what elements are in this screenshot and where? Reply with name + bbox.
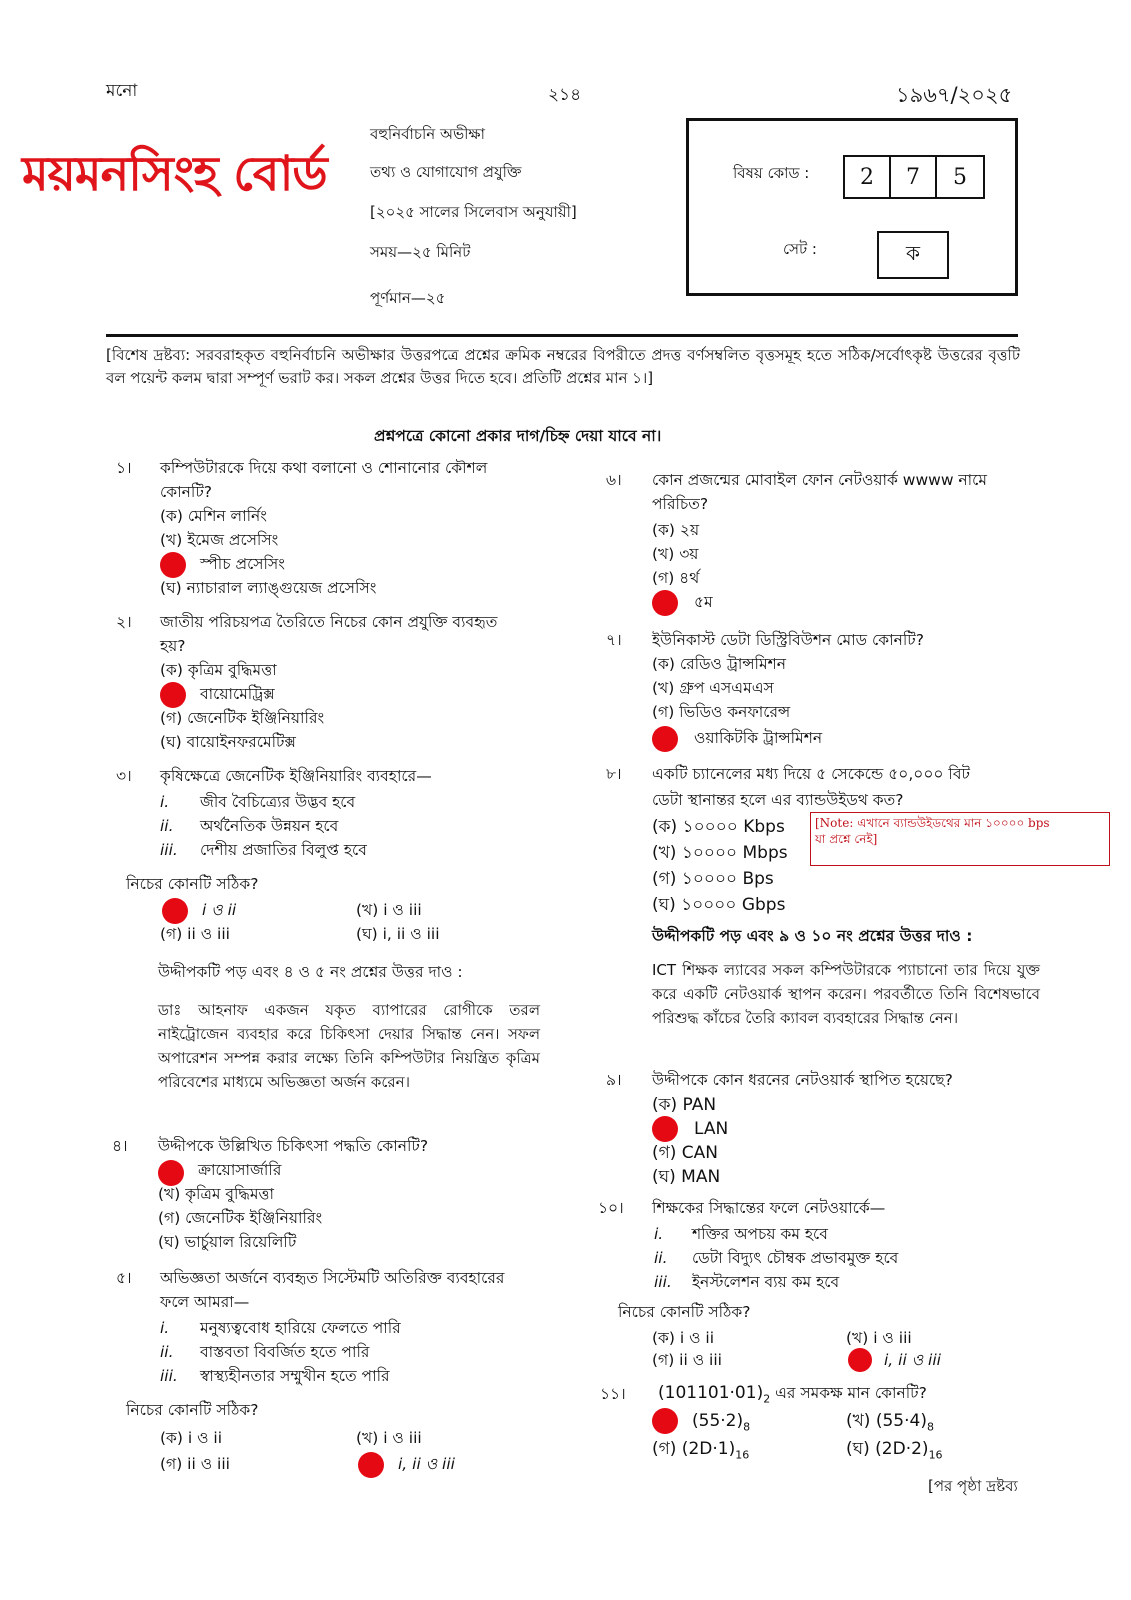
q10-statement-iii-label: iii. [654,1273,672,1291]
q11-option-d-value: (ঘ) (2D·2) [846,1439,929,1459]
next-page-note: [পর পৃষ্ঠা দ্রষ্টব্য [928,1477,1018,1495]
subject-code-digit: 7 [891,157,937,197]
q11-option-c [652,1440,749,1461]
answer-dot [358,1452,384,1478]
q7-number: ৭। [606,631,622,649]
q11-binary-value: (101101·01) [658,1383,764,1403]
stem2-body: ICT শিক্ষক ল্যাবের সকল কম্পিউটারকে প্যাচানো তার দিয়ে যুক্ত করে একটি নেটওয়ার্ক স্থাপন করেন। পরবর্তীতে তিনি বিশেষভাবে পরিশুদ্ধ কাঁচের তৈরি ক্যাবল ব্যবহারের সিদ্ধান্ত নেন। [652,961,1040,1027]
header-divider [106,334,1018,337]
q1-option-a: (ক) মেশিন লার্নিং [160,507,267,525]
q6-option-b: (খ) ৩য় [652,545,699,563]
q10-statement-ii-label: ii. [654,1249,668,1267]
q11-option-a-value: (55·2) [692,1411,744,1431]
q8-note-line1: [Note: এখানে ব্যান্ডউইডথের মান ১০০০০ bps [815,816,1050,830]
q4-number: ৪। [112,1137,128,1155]
q10-option-d: i, ii ও iii [884,1351,941,1369]
board-title: ময়মনসিংহ বোর্ড [22,146,327,202]
q5-option-c: (গ) ii ও iii [160,1455,230,1473]
q9-text: উদ্দীপকে কোন ধরনের নেটওয়ার্ক স্থাপিত হয়েছে? [652,1071,953,1089]
q3-option-c: (গ) ii ও iii [160,925,230,943]
q5-number: ৫। [116,1269,132,1287]
q3-number: ৩। [116,767,132,785]
q11-option-b-base: 8 [926,1420,934,1434]
q11-number: ১১। [600,1385,626,1403]
q6-text: কোন প্রজন্মের মোবাইল ফোন নেটওয়ার্ক wwww নামে [652,471,988,489]
q2-text-cont: হয়? [160,637,186,655]
q9-option-b: LAN [694,1119,729,1139]
q3-statement-iii-label: iii. [160,841,178,859]
q11-option-c-value: (গ) (2D·1) [652,1439,736,1459]
q4-option-a: ক্রায়োসার্জারি [198,1161,282,1179]
q5-statement-ii-label: ii. [160,1343,174,1361]
q7-text: ইউনিকাস্ট ডেটা ডিস্ট্রিবিউশন মোড কোনটি? [652,631,924,649]
q5-option-b: (খ) i ও iii [356,1429,422,1447]
answer-dot [162,898,188,924]
q5-ask: নিচের কোনটি সঠিক? [126,1401,259,1419]
set-box [877,231,949,279]
q9-number: ৯। [606,1071,622,1089]
q3-text: কৃষিক্ষেত্রে জেনেটিক ইঞ্জিনিয়ারিং ব্যবহারে— [160,767,432,785]
stem2-lead: উদ্দীপকটি পড় এবং ৯ ও ১০ নং প্রশ্নের উত্তর দাও : [652,927,973,945]
q5-statement-iii: স্বাস্থ্যহীনতার সম্মুখীন হতে পারি [200,1367,390,1385]
q11-option-a-base: 8 [743,1420,751,1434]
q11-option-d [846,1440,943,1461]
q6-number: ৬। [606,471,622,489]
q4-text: উদ্দীপকে উল্লিখিত চিকিৎসা পদ্ধতি কোনটি? [158,1137,429,1155]
answer-dot [158,1160,184,1186]
q4-option-b: (খ) কৃত্রিম বুদ্ধিমত্তা [158,1185,275,1203]
q8-option-a: (ক) ১০০০০ Kbps [652,817,785,837]
answer-dot [652,1116,678,1142]
q6-option-c: (গ) ৪র্থ [652,569,700,587]
q3-statement-i-label: i. [160,793,170,811]
q10-option-c: (গ) ii ও iii [652,1351,722,1369]
subject-code-digit: 2 [845,157,891,197]
q7-option-b: (খ) গ্রুপ এসএমএস [652,679,774,697]
q3-statement-i: জীব বৈচিত্র্যের উদ্ভব হবে [200,793,356,811]
q7-option-d: ওয়াকিটকি ট্রান্সমিশন [694,729,823,747]
q8-option-b: (খ) ১০০০০ Mbps [652,843,788,863]
answer-dot [652,726,678,752]
subject-info-box [686,118,1018,296]
q5-statement-i: মনুষ্যত্ববোধ হারিয়ে ফেলতে পারি [200,1319,401,1337]
exam-type: বহুনির্বাচনি অভীক্ষা [370,125,485,143]
q10-statement-iii: ইনস্টলেশন ব্যয় কম হবে [692,1273,840,1291]
q6-option-d: ৫ম [694,593,713,611]
subject-code-box [843,155,985,199]
q1-option-d: (ঘ) ন্যাচারাল ল্যাঙ্গুয়েজ প্রসেসিং [160,579,377,597]
answer-dot [652,590,678,616]
q5-text-cont: ফলে আমরা— [160,1293,250,1311]
q1-text-cont: কোনটি? [160,483,212,501]
q6-option-a: (ক) ২য় [652,521,700,539]
q10-option-b: (খ) i ও iii [846,1329,912,1347]
q5-statement-i-label: i. [160,1319,170,1337]
q5-option-a: (ক) i ও ii [160,1429,223,1447]
q3-statement-ii: অর্থনৈতিক উন্নয়ন হবে [200,817,339,835]
stem1-lead: উদ্দীপকটি পড় এবং ৪ ও ৫ নং প্রশ্নের উত্তর দাও : [158,963,463,981]
q7-option-a: (ক) রেডিও ট্রান্সমিশন [652,655,787,673]
q8-option-d: (ঘ) ১০০০০ Gbps [652,895,786,915]
q9-option-d: (ঘ) MAN [652,1167,721,1187]
q11-text [658,1384,927,1405]
q5-statement-ii: বাস্তবতা বিবর্জিত হতে পারি [200,1343,370,1361]
q5-text: অভিজ্ঞতা অর্জনে ব্যবহৃত সিস্টেমটি অতিরিক্ত ব্যবহারের [160,1269,505,1287]
q2-option-c: (গ) জেনেটিক ইঞ্জিনিয়ারিং [160,709,325,727]
answer-dot [160,552,186,578]
stem1-body: ডাঃ আহনাফ একজন যকৃত ব্যাপারের রোগীকে তরল নাইট্রোজেন ব্যবহার করে চিকিৎসা দেয়ার সিদ্ধান্ত নেন। সফল অপারেশন সম্পন্ন করার লক্ষ্যে তিনি কম্পিউটার নিয়ন্ত্রিত কৃত্রিম পরিবেশের মাধ্যমে অভিজ্ঞতা অর্জন করেন। [158,1001,540,1091]
full-marks: পূর্ণমান—২৫ [370,289,446,307]
q2-number: ২। [116,613,132,631]
q6-text-cont: পরিচিত? [652,495,709,513]
subject-code-digit: 5 [953,164,967,190]
q8-text: একটি চ্যানেলের মধ্য দিয়ে ৫ সেকেন্ডে ৫০,০০০ বিট [652,765,970,783]
q10-statement-ii: ডেটা বিদ্যুৎ চৌম্বক প্রভাবমুক্ত হবে [692,1249,899,1267]
q10-option-a: (ক) i ও ii [652,1329,715,1347]
q11-option-a [692,1412,750,1433]
q10-statement-i: শক্তির অপচয় কম হবে [692,1225,828,1243]
q2-option-b: বায়োমেট্রিক্স [200,685,275,703]
q1-text: কম্পিউটারকে দিয়ে কথা বলানো ও শোনানোর কৌশল [160,459,488,477]
q8-text-cont: ডেটা স্থানান্তর হলে এর ব্যান্ডউইডথ কত? [652,791,904,809]
q2-option-d: (ঘ) বায়োইনফরমেটিক্স [160,733,296,751]
set-value: ক [906,240,920,265]
q11-option-b-value: (খ) (55·4) [846,1411,927,1431]
q11-question: এর সমকক্ষ মান কোনটি? [770,1384,927,1402]
q8-number: ৮। [606,765,622,783]
q3-statement-iii: দেশীয় প্রজাতির বিলুপ্ত হবে [200,841,367,859]
subject-code-label: বিষয় কোড : [733,164,810,182]
q8-option-c: (গ) ১০০০০ Bps [652,869,774,889]
q9-option-c: (গ) CAN [652,1143,719,1163]
set-label: সেট : [783,240,817,258]
q1-option-c: স্পীচ প্রসেসিং [200,555,285,573]
q1-number: ১। [116,459,132,477]
warning-text: প্রশ্নপত্রে কোনো প্রকার দাগ/চিহ্ন দেয়া যাবে না। [374,427,662,445]
q7-option-c: (গ) ভিডিও কনফারেন্স [652,703,791,721]
q2-text: জাতীয় পরিচয়পত্র তৈরিতে নিচের কোন প্রযুক্তি ব্যবহৃত [160,613,498,631]
q4-option-c: (গ) জেনেটিক ইঞ্জিনিয়ারিং [158,1209,323,1227]
q8-correction-note [810,812,1110,866]
q10-ask: নিচের কোনটি সঠিক? [618,1303,751,1321]
q11-binary-base: 2 [763,1392,771,1406]
page-number: ২১৪ [548,85,582,105]
q3-statement-ii-label: ii. [160,817,174,835]
q4-option-d: (ঘ) ভার্চুয়াল রিয়েলিটি [158,1233,297,1251]
answer-dot [848,1348,872,1372]
q5-option-d: i, ii ও iii [398,1455,455,1473]
q10-text: শিক্ষকের সিদ্ধান্তের ফলে নেটওয়ার্কে— [652,1199,886,1217]
q1-option-b: (খ) ইমেজ প্রসেসিং [160,531,279,549]
syllabus-note: [২০২৫ সালের সিলেবাস অনুযায়ী] [370,203,577,221]
q8-note-line2: যা প্রশ্নে নেই] [815,832,878,847]
q3-option-d: (ঘ) i, ii ও iii [356,925,440,943]
answer-dot [160,682,186,708]
q3-option-b: (খ) i ও iii [356,901,422,919]
q10-number: ১০। [598,1199,624,1217]
answer-dot [652,1408,678,1434]
left-tag: মনো [106,81,138,101]
q11-option-b [846,1412,934,1433]
q9-option-a: (ক) PAN [652,1095,717,1115]
q10-statement-i-label: i. [654,1225,664,1243]
paper-code: ১৯৬৭/২০২৫ [896,83,1013,107]
exam-time: সময়—২৫ মিনিট [370,243,471,261]
q2-option-a: (ক) কৃত্রিম বুদ্ধিমত্তা [160,661,277,679]
q11-option-d-base: 16 [928,1448,943,1462]
instruction-note: [বিশেষ দ্রষ্টব্য: সরবরাহকৃত বহুনির্বাচনি অভীক্ষার উত্তরপত্রে প্রশ্নের ক্রমিক নম্বরের বিপরীতে প্রদত্ত বর্ণসম্বলিত বৃত্তসমূহ হতে সঠিক/সর্বোৎকৃষ্ট উত্তরের বৃত্তটি বল পয়েন্ট কলম দ্বারা সম্পূর্ণ ভরাট কর। সকল প্রশ্নের উত্তর দিতে হবে। প্রতিটি প্রশ্নের মান ১।] [106,346,1020,388]
q3-ask: নিচের কোনটি সঠিক? [126,875,259,893]
subject-name: তথ্য ও যোগাযোগ প্রযুক্তি [370,163,522,181]
q11-option-c-base: 16 [735,1448,750,1462]
q5-statement-iii-label: iii. [160,1367,178,1385]
q3-option-a: i ও ii [202,901,237,919]
